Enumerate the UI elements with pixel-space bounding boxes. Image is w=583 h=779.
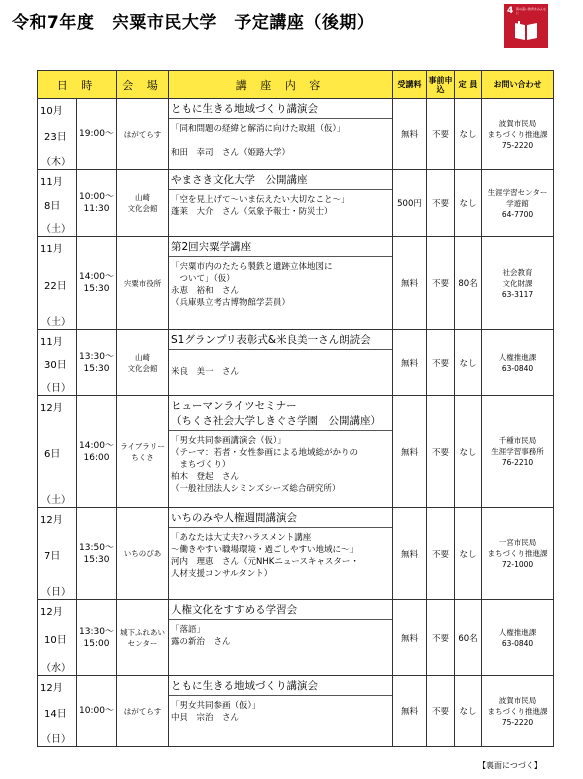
contact-line: 76-2210 <box>501 458 534 467</box>
month-label: 11月 <box>40 244 63 255</box>
header-row <box>38 71 554 99</box>
lecture-line: 柏木 登起 さん <box>171 472 240 482</box>
day-label: 10日 <box>44 635 67 646</box>
reservation-cell: 不要 <box>427 330 455 396</box>
lecture-line: 和田 幸司 さん（姫路大学） <box>171 148 291 158</box>
fee-cell: 無料 <box>393 330 427 396</box>
venue-cell <box>117 508 169 600</box>
capacity-cell: なし <box>455 170 482 237</box>
lecture-title-line: やまさき文化大学 公開講座 <box>171 174 308 186</box>
lecture-title-line: 人権文化をすすめる学習会 <box>171 604 298 616</box>
capacity-cell: 60名 <box>455 600 482 676</box>
fee-cell: 無料 <box>393 396 427 508</box>
weekday-label: （土） <box>41 495 71 506</box>
table-row <box>38 600 554 676</box>
month-label: 11月 <box>40 337 63 348</box>
contact-line: まちづくり推進課 <box>487 549 548 558</box>
lecture-line: 人材支援コンサルタント） <box>171 569 273 579</box>
venue-cell <box>117 676 169 747</box>
venue-line: 宍粟市役所 <box>123 278 162 288</box>
lecture-body <box>171 528 390 580</box>
sdg-badge <box>504 4 548 48</box>
lecture-body <box>171 257 390 309</box>
time-line: 11:30 <box>83 204 110 214</box>
lecture-line: 「あなたは大丈夫?ハラスメント講座 <box>171 533 312 543</box>
time-line: 10:00～ <box>79 192 114 202</box>
reservation-cell: 不要 <box>427 600 455 676</box>
date-cell <box>38 99 77 170</box>
time-line: 10:00～ <box>79 706 114 716</box>
venue-cell <box>117 99 169 170</box>
lecture-title-line: ともに生きる地域づくり講演会 <box>171 680 318 692</box>
contact-line: 人権推進課 <box>498 352 537 362</box>
time-line: 14:00～ <box>79 440 114 451</box>
page-title: 令和7年度 宍粟市民大学 予定講座（後期） <box>12 13 375 33</box>
header-content: 講 座 内 容 <box>169 71 393 99</box>
reservation-cell: 不要 <box>427 676 455 747</box>
reservation-cell: 不要 <box>427 237 455 330</box>
time-line: 14:00～ <box>79 272 114 282</box>
lecture-cell <box>169 600 393 676</box>
capacity-cell: なし <box>455 330 482 396</box>
time-line: 15:30 <box>83 554 110 565</box>
lecture-body <box>171 431 390 495</box>
lecture-line: 永恵 裕和 さん <box>171 286 240 296</box>
capacity-cell: なし <box>455 396 482 508</box>
time-cell <box>77 600 117 676</box>
table-row <box>38 330 554 396</box>
lecture-line: 河内 理恵 さん（元NHKニュースキャスター・ <box>171 557 359 567</box>
lecture-line: まちづくり） <box>171 460 231 470</box>
month-label: 12月 <box>40 515 63 526</box>
contact-line: 72-1000 <box>501 560 534 569</box>
lecture-title <box>169 237 392 257</box>
day-label: 6日 <box>44 449 61 460</box>
table-row <box>38 237 554 330</box>
time-line: 19:00～ <box>79 129 114 139</box>
contact-line: 社会教育 <box>502 267 533 277</box>
contact-cell <box>482 600 554 676</box>
time-cell <box>77 396 117 508</box>
contact-line: 千種市民局 <box>498 436 537 445</box>
venue-line: センター <box>127 638 158 648</box>
date-cell <box>38 170 77 237</box>
lecture-line: ～働きやすい職場環境・過ごしやすい地域に～」 <box>171 545 359 555</box>
header-contact: お問い合わせ <box>482 71 554 99</box>
venue-line: はがてらす <box>123 129 162 139</box>
time-cell <box>77 508 117 600</box>
day-label: 14日 <box>44 708 67 720</box>
table-row <box>38 676 554 747</box>
lecture-body <box>171 119 390 159</box>
lecture-title-line: S1グランプリ表彰式&米良美一さん朗読会 <box>171 334 371 346</box>
venue-line: ライブラリー <box>120 441 165 451</box>
capacity-cell: 80名 <box>455 237 482 330</box>
fee-cell: 無料 <box>393 237 427 330</box>
header-fee: 受講料 <box>393 71 427 99</box>
contact-cell <box>482 676 554 747</box>
capacity-cell: なし <box>455 99 482 170</box>
table-row <box>38 170 554 237</box>
lecture-line: （テーマ：若者・女性参画による地域総がかりの <box>171 448 359 458</box>
table-row <box>38 396 554 508</box>
header-datetime: 日 時 <box>38 71 117 99</box>
month-label: 12月 <box>40 403 63 414</box>
time-cell <box>77 237 117 330</box>
fee-cell: 無料 <box>393 600 427 676</box>
lecture-body <box>171 190 390 218</box>
lecture-line <box>171 135 390 147</box>
weekday-label: （日） <box>41 734 71 745</box>
venue-line: 城下ふれあい <box>120 627 165 637</box>
contact-line: 75-2220 <box>501 140 534 150</box>
weekday-label: （土） <box>41 224 71 235</box>
venue-cell <box>117 600 169 676</box>
contact-line: 学遊館 <box>506 198 529 208</box>
date-cell <box>38 330 77 396</box>
date-cell <box>38 396 77 508</box>
lecture-title-line: いちのみや人権週間講演会 <box>171 512 297 524</box>
table-row <box>38 99 554 170</box>
reservation-cell: 不要 <box>427 170 455 237</box>
contact-line: 63-3117 <box>501 289 534 299</box>
lecture-body <box>171 696 390 724</box>
venue-cell <box>117 237 169 330</box>
day-label: 8日 <box>44 200 61 212</box>
fee-cell: 無料 <box>393 508 427 600</box>
lecture-line: 蓬莱 大介 さん（気象予報士・防災士） <box>171 207 333 217</box>
time-line: 15:30 <box>83 363 110 374</box>
contact-line: 63-0840 <box>501 363 534 373</box>
lecture-line: ついて」（仮） <box>171 274 235 284</box>
month-label: 11月 <box>40 177 63 188</box>
contact-line: 生涯学習センター <box>487 187 548 197</box>
reservation-cell: 不要 <box>427 508 455 600</box>
table-row <box>38 508 554 600</box>
contact-cell <box>482 396 554 508</box>
header-venue: 会 場 <box>117 71 169 99</box>
date-cell <box>38 600 77 676</box>
lecture-line: 「宍粟市内のたたら製鉄と遺跡立体地図に <box>171 262 333 272</box>
date-cell <box>38 237 77 330</box>
contact-line: 波賀市民局 <box>498 118 537 128</box>
lecture-cell <box>169 330 393 396</box>
lecture-line: 「空を見上げて～いま伝えたい大切なこと～」 <box>171 195 350 205</box>
venue-cell <box>117 396 169 508</box>
lecture-title <box>169 600 392 620</box>
venue-line: 文化会館 <box>127 363 158 373</box>
time-cell <box>77 170 117 237</box>
contact-line: 75-2220 <box>501 717 534 727</box>
header-capacity: 定 員 <box>455 71 482 99</box>
weekday-label: （木） <box>41 157 71 168</box>
lecture-line: 露の新治 さん <box>171 637 231 647</box>
contact-line: まちづくり推進課 <box>487 706 548 716</box>
venue-cell <box>117 170 169 237</box>
time-cell <box>77 676 117 747</box>
lecture-cell <box>169 99 393 170</box>
venue-cell <box>117 330 169 396</box>
lecture-title-line: ともに生きる地域づくり講演会 <box>171 103 318 115</box>
time-line: 13:30～ <box>79 351 114 362</box>
time-line: 13:50～ <box>79 542 114 553</box>
venue-line: 山崎 <box>135 193 150 202</box>
reservation-cell: 不要 <box>427 396 455 508</box>
lecture-line: 米良 美一 さん <box>171 367 240 377</box>
lecture-cell <box>169 170 393 237</box>
venue-line: 山崎 <box>135 352 150 362</box>
month-label: 12月 <box>40 683 63 694</box>
contact-line: 一宮市民局 <box>498 538 537 547</box>
venue-line: はがてらす <box>123 706 162 716</box>
lecture-title <box>169 99 392 119</box>
fee-cell: 無料 <box>393 676 427 747</box>
contact-line: 文化財課 <box>502 278 533 288</box>
day-label: 7日 <box>44 551 61 562</box>
weekday-label: （日） <box>41 383 71 394</box>
contact-cell <box>482 99 554 170</box>
lecture-title <box>169 330 392 350</box>
time-line: 13:30～ <box>79 626 114 637</box>
month-label: 10月 <box>40 106 63 117</box>
capacity-cell: なし <box>455 676 482 747</box>
time-cell <box>77 330 117 396</box>
time-line: 15:30 <box>83 284 110 294</box>
month-label: 12月 <box>40 607 63 618</box>
weekday-label: （日） <box>41 587 71 598</box>
lecture-line: 「男女共同参画（仮）」 <box>171 701 261 711</box>
weekday-label: （水） <box>41 663 71 674</box>
header-reservation: 事前申込 <box>427 71 455 99</box>
contact-cell <box>482 237 554 330</box>
day-label: 30日 <box>44 360 67 371</box>
continue-note: 【裏面につづく】 <box>478 761 542 770</box>
lecture-cell <box>169 396 393 508</box>
reservation-cell: 不要 <box>427 99 455 170</box>
lecture-line: （一般社団法人シミンズシーズ総合研究所） <box>171 484 341 494</box>
venue-line: いちのぴあ <box>123 549 162 558</box>
lecture-cell <box>169 508 393 600</box>
book-icon <box>513 20 539 42</box>
contact-line: 波賀市民局 <box>498 695 537 705</box>
contact-line: 人権推進課 <box>498 627 537 637</box>
sdg-number: 4 <box>507 6 514 16</box>
lecture-line: 「同和問題の経緯と解消に向けた取組（仮）」 <box>171 124 346 134</box>
lecture-line <box>171 354 390 366</box>
contact-line: まちづくり推進課 <box>487 129 548 139</box>
lecture-body <box>171 620 390 648</box>
date-cell <box>38 676 77 747</box>
contact-line: 64-7700 <box>501 209 534 219</box>
date-cell <box>38 508 77 600</box>
lecture-line: 「落語」 <box>171 625 206 635</box>
lecture-title <box>169 676 392 696</box>
day-label: 23日 <box>44 131 67 143</box>
lecture-cell <box>169 676 393 747</box>
contact-cell <box>482 170 554 237</box>
lecture-title-line: （ちくさ社会大学しきぐさ学園 公開講座） <box>171 415 381 427</box>
fee-cell: 無料 <box>393 99 427 170</box>
venue-line: ちくさ <box>131 452 154 462</box>
lecture-title <box>169 508 392 528</box>
lecture-title-line: 第2回宍粟学講座 <box>171 241 252 253</box>
contact-cell <box>482 508 554 600</box>
capacity-cell: なし <box>455 508 482 600</box>
lecture-title-line: ヒューマンライツセミナー <box>171 400 297 412</box>
lecture-body <box>171 350 390 378</box>
day-label: 22日 <box>44 280 67 292</box>
schedule-table <box>37 70 554 747</box>
sdg-text: 質の高い教育をみんなに <box>516 7 547 15</box>
contact-line: 63-0840 <box>501 638 534 648</box>
venue-line: 文化会館 <box>127 204 158 213</box>
lecture-line: 中貝 宗治 さん <box>171 713 240 723</box>
contact-line: 生涯学習事務所 <box>491 447 544 456</box>
contact-cell <box>482 330 554 396</box>
lecture-cell <box>169 237 393 330</box>
lecture-line: 「男女共同参画講演会（仮）」 <box>171 436 286 446</box>
fee-cell: 500円 <box>393 170 427 237</box>
weekday-label: （土） <box>41 317 71 328</box>
lecture-title <box>169 170 392 190</box>
lecture-title <box>169 396 392 431</box>
time-line: 15:00 <box>83 638 110 649</box>
time-cell <box>77 99 117 170</box>
lecture-line: （兵庫県立考古博物館学芸員） <box>171 298 291 308</box>
time-line: 16:00 <box>83 452 110 463</box>
